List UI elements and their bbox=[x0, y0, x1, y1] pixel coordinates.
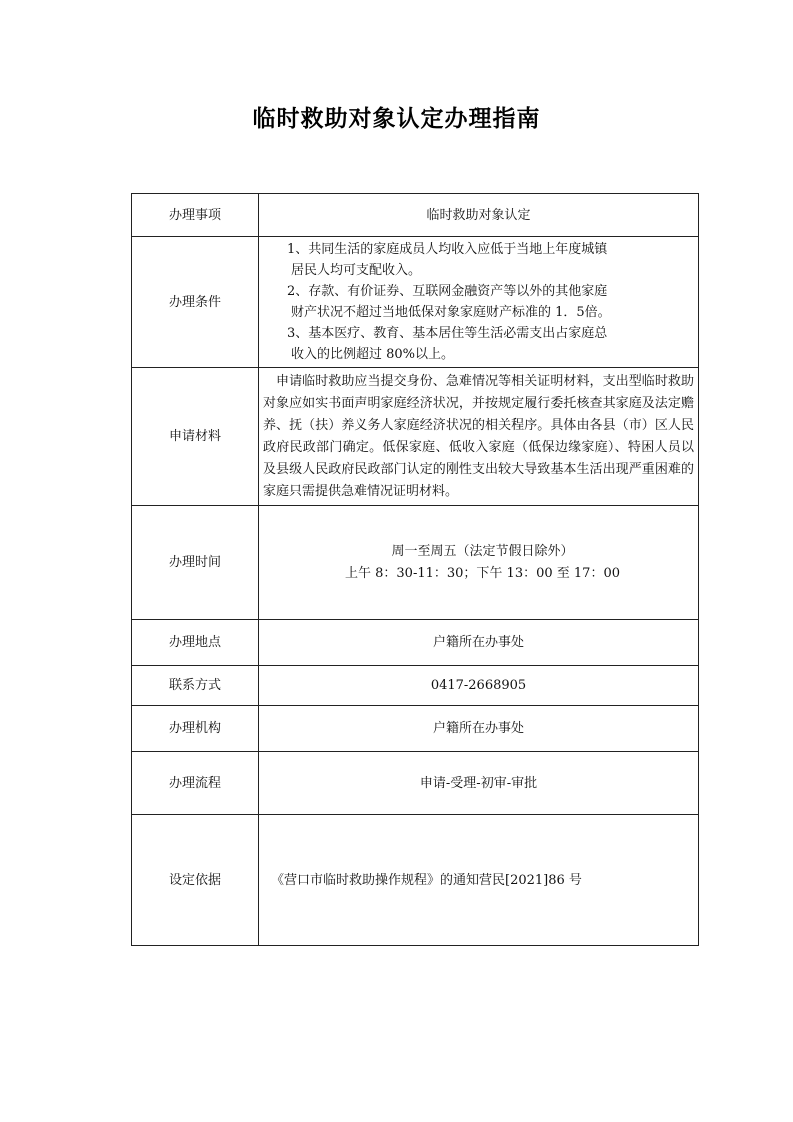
basis-text: 《营口市临时救助操作规程》的通知营民[2021]86 号 bbox=[271, 872, 582, 888]
row-process bbox=[132, 752, 699, 815]
label-location: 办理地点 bbox=[132, 620, 259, 666]
label-hours: 办理时间 bbox=[132, 506, 259, 620]
hours-days: 周一至周五（法定节假日除外） bbox=[391, 543, 574, 559]
condition-line: 3、基本医疗、教育、基本居住等生活必需支出占家庭总 bbox=[287, 326, 608, 341]
value-agency: 户籍所在办事处 bbox=[259, 706, 699, 752]
row-agency bbox=[132, 706, 699, 752]
row-item bbox=[132, 194, 699, 237]
label-item: 办理事项 bbox=[132, 194, 259, 237]
condition-line: 居民人均可支配收入。 bbox=[291, 263, 422, 278]
value-basis bbox=[259, 815, 699, 946]
value-item: 临时救助对象认定 bbox=[259, 194, 699, 237]
conditions-list bbox=[259, 237, 698, 367]
value-conditions bbox=[259, 237, 699, 368]
row-hours bbox=[132, 506, 699, 620]
condition-line: 财产状况不超过当地低保对象家庭财产标准的 1．5倍。 bbox=[291, 305, 611, 320]
hours-text bbox=[259, 541, 698, 585]
label-contact: 联系方式 bbox=[132, 666, 259, 706]
condition-item bbox=[287, 239, 646, 281]
row-materials bbox=[132, 368, 699, 506]
row-contact bbox=[132, 666, 699, 706]
row-conditions bbox=[132, 237, 699, 368]
label-process: 办理流程 bbox=[132, 752, 259, 815]
row-basis bbox=[132, 815, 699, 946]
value-materials bbox=[259, 368, 699, 506]
label-conditions: 办理条件 bbox=[132, 237, 259, 368]
condition-item bbox=[287, 323, 646, 365]
value-contact: 0417-2668905 bbox=[259, 666, 699, 706]
label-materials: 申请材料 bbox=[132, 368, 259, 506]
page-title: 临时救助对象认定办理指南 bbox=[252, 106, 541, 132]
label-agency: 办理机构 bbox=[132, 706, 259, 752]
value-location: 户籍所在办事处 bbox=[259, 620, 699, 666]
value-hours bbox=[259, 506, 699, 620]
label-basis: 设定依据 bbox=[132, 815, 259, 946]
guide-table bbox=[131, 193, 699, 946]
condition-item bbox=[287, 281, 646, 323]
condition-line: 2、存款、有价证券、互联网金融资产等以外的其他家庭 bbox=[287, 284, 608, 299]
materials-text: 申请临时救助应当提交身份、急难情况等相关证明材料，支出型临时救助对象应如实书面声明家庭经济状况，并按规定履行委托核查其家庭及法定赡养、抚（扶）养义务人家庭经济状况的相关程序。具体由各县（市）区人民政府民政部门确定。低保家庭、低收入家庭（低保边缘家庭）、特困人员以及县级人民政府民政部门认定的刚性支出较大导致基本生活出现严重困难的家庭只需提供急难情况证明材料。 bbox=[263, 374, 694, 499]
condition-line: 收入的比例超过 80%以上。 bbox=[291, 347, 455, 362]
condition-line: 1、共同生活的家庭成员人均收入应低于当地上年度城镇 bbox=[287, 242, 608, 257]
hours-times: 上午 8：30-11：30；下午 13：00 至 17：00 bbox=[345, 565, 620, 581]
row-location bbox=[132, 620, 699, 666]
value-process: 申请-受理-初审-审批 bbox=[259, 752, 699, 815]
